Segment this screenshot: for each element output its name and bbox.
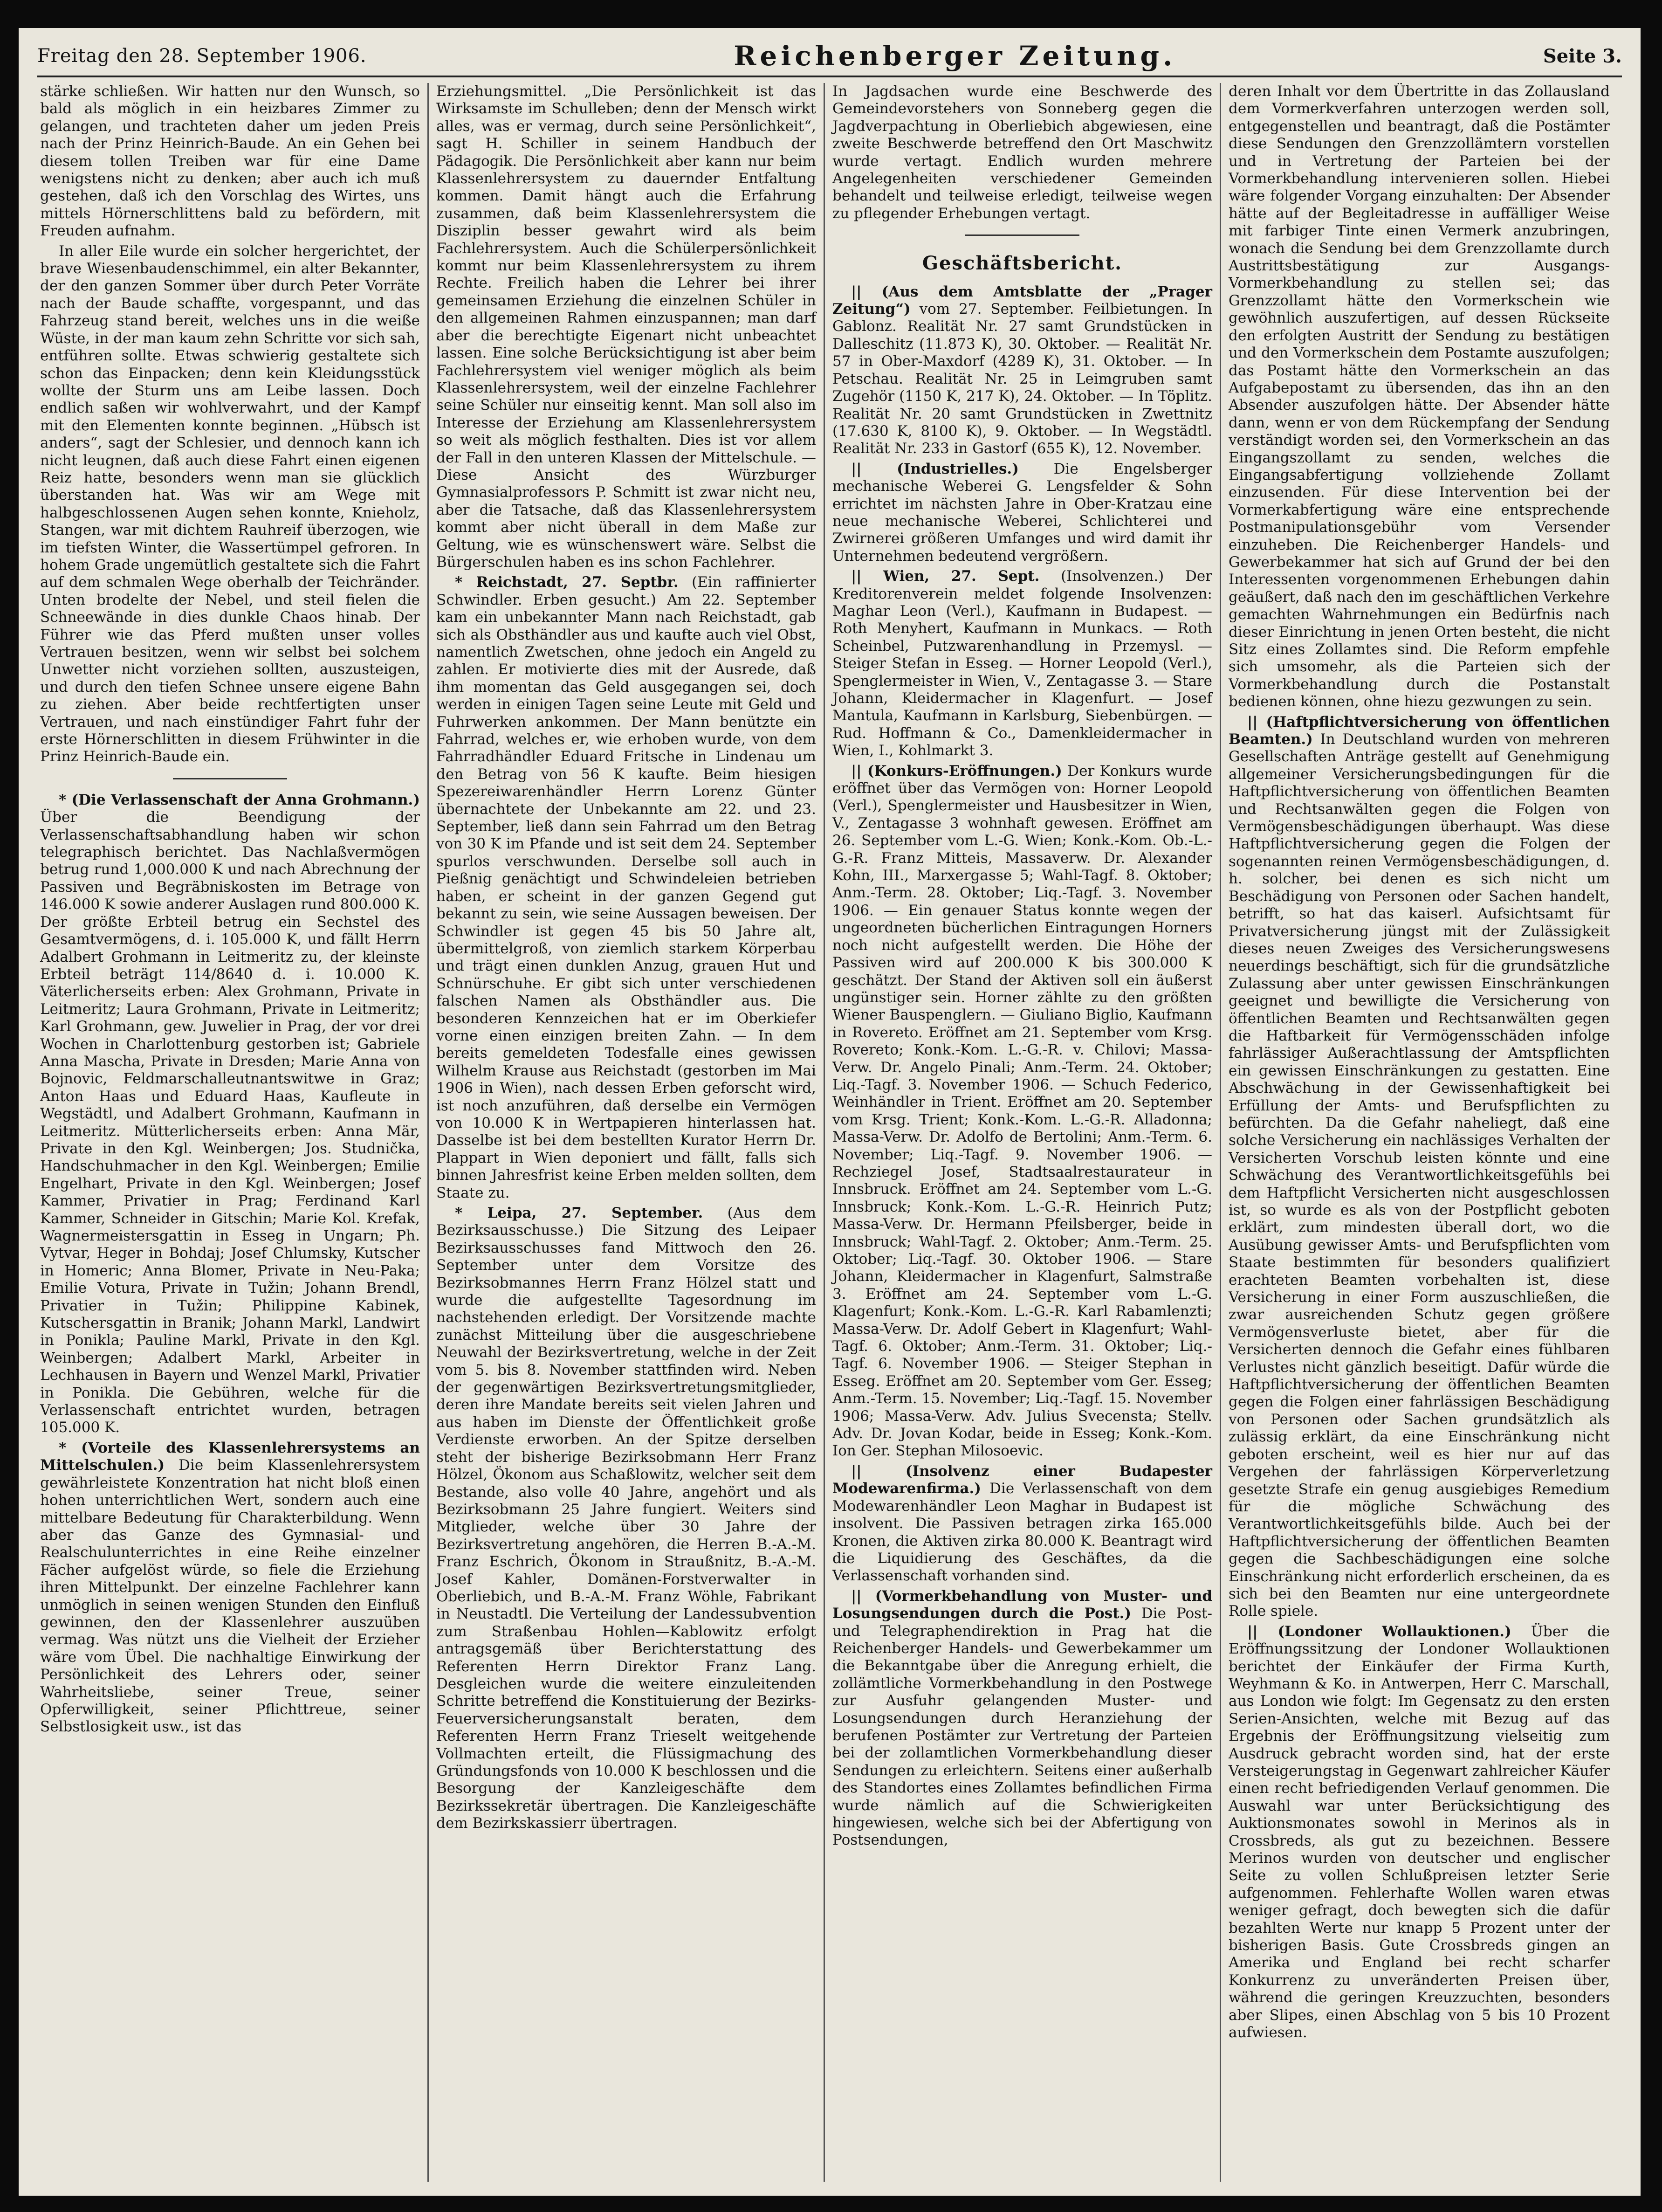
article-text: deren Inhalt vor dem Übertritte in das Zollausland dem Vormerkverfahren unterzogen werden soll, entgegenstellen und beantragt, daß die Postämter diese Sendungen den Grenzzollämtern vorstellen und in Vertretung der Parteien bei der Vormerkbehandlung intervenieren sollen. Hiebei wäre folgender Vorgang einzuhalten: Der Absender hätte auf der Begleitadresse in auffälliger Weise mit farbiger Tinte einen Vermerk anzubringen, wonach die Sendung bei dem Grenzzollamte durch Austrittsbestätigung zur Ausgangs-Vormerkbehandlung zu stellen sei; das Grenzzollamt hätte den Vormerkschein wie gewöhnlich auszufertigen, auf dessen Rückseite den erfolgten Austritt der Sendung zu bestätigen und den Vormerkschein dem Postamte auszufolgen; das Postamt hätte den Vormerkschein an das Aufgabepostamt zu übersenden, das ihn an den Absender auszufolgen hätte. Der Absender hätte dann, wenn er von dem Rückempfang der Sendung verständigt worden sei, den Vormerkschein an das Eingangszollamt zu senden, welches die Eingangsabfertigung vollziehende Zollamt einzusenden. Für diese Intervention bei der Vormerkabfertigung wäre eine entsprechende Postmanipulationsgebühr vom Versender einzuheben. Die Reichenberger Handels- und Gewerbekammer hat sich auf Grund der bei den Interessenten vorgenommenen Erhebungen dahin geäußert, daß nach den im geschäftlichen Verkehre gemachten Wahrnehmungen ein Bedürfnis nach dieser Einrichtung in jenen Orten besteht, die nicht Sitz eines Zollamtes sind. Die Reform empfehle sich umsomehr, als die Parteien sich der Vormerkbehandlung durch die Postanstalt bedienen können, ohne hiezu gezwungen zu sein.	[1229, 83, 1610, 710]
item-heading: || Wien, 27. Sept.	[851, 568, 1040, 585]
news-item	[436, 1205, 816, 1833]
issue-date: Freitag den 28. September 1906.	[37, 45, 367, 67]
item-body: In Deutschland wurden von mehreren Gesellschaften Anträge gestellt auf Genehmigung allgemeiner Versicherungsbedingungen für die Haftpflichtversicherung von öffentlichen Beamten und Rechtsanwälten gegen die Folgen von Vermögensbeschädigungen überhaupt. Was diese Haftpflichtversicherung gegen die Folgen der sogenannten reinen Vermögensbeschädigungen, d. h. solcher, bei denen es sich nicht um Beschädigung von Personen oder Sachen handelt, betrifft, so hat das kaiserl. Aufsichtsamt für Privatversicherung jüngst mit der Zulässigkeit dieses neuen Zweiges des Versicherungswesens neuerdings beschäftigt, sich für die grundsätzliche Zulassung aber unter gewissen Einschränkungen geeignet und bewilligte die Versicherung von öffentlichen Beamten und Rechtsanwälten gegen die Haftbarkeit für Vermögensschäden infolge fahrlässiger Außerachtlassung der Amtspflichten ein gewissen Einschränkungen zu gestatten. Eine Abschwächung in der Gewissenhaftigkeit bei Erfüllung der Amts- und Berufspflichten zu befürchten. Da die Gefahr naheliegt, daß eine solche Versicherung ein nachlässiges Verhalten der Versicherten Vorschub leisten könnte und eine Schwächung des Verantwortlichkeitsgefühls bei dem Haftpflicht Versicherten nicht ausgeschlossen ist, so wurde es als von der Postpflicht geboten erklärt, zum mindesten überall dort, wo die Ausübung gewisser Amts- und Berufspflichten vom Staate bestimmten für besonders qualifiziert erachteten Beamten vorbehalten ist, diese Versicherung in einer Form auszuschließen, die zwar ausreichenden Schutz gegen größere Vermögensverluste bietet, aber für die Versicherten dennoch die Gefahr eines fühlbaren Verlustes nicht gänzlich beseitigt. Dafür würde die Haftpflichtversicherung der öffentlichen Beamten gegen die Folgen einer fahrlässigen Beschädigung von Personen oder Sachen grundsätzlich als zulässig erklärt, da eine Einschränkung nicht geboten erscheint, weil es hier nur auf das Vergehen der fahrlässigen Körperverletzung gesetzte Strafe ein genug ausgiebiges Remedium für die mögliche Schwächung des Verantwortlichkeitsgefühls bilde. Auch bei der Haftpflichtversicherung der öffentlichen Beamten gegen die Sachbeschädigungen eine solche Einschränkung nicht erforderlich erscheinen, da es sich bei den Beamten nur eine untergeordnete Rolle spiele.	[1229, 731, 1610, 1620]
item-heading: || (Insolvenz einer Budapester Modewarenfirma.)	[832, 1462, 1212, 1497]
item-heading: || (Konkurs-Eröffnungen.)	[851, 762, 1062, 779]
news-item	[1229, 1623, 1610, 2042]
divider	[965, 234, 1079, 236]
newspaper-page	[19, 28, 1641, 2196]
news-item	[40, 792, 420, 1437]
divider	[173, 778, 287, 779]
article-columns	[33, 83, 1627, 2182]
item-heading: || (Vormerkbehandlung von Muster- und Losungsendungen durch die Post.)	[832, 1587, 1212, 1622]
item-body: Die Engelsberger mechanische Weberei G. Lengsfelder & Sohn errichtet im nächsten Jahre in Ober-Kratzau eine neue mechanische Weberei, Schlichterei und Zwirnerei größeren Umfanges und wird damit ihr Unternehmen bedeutend vergrößern.	[832, 460, 1212, 565]
item-body: (Insolvenzen.) Der Kreditorenverein meldet folgende Insolvenzen: Maghar Leon (Verl.), Kaufmann in Budapest. — Roth Menyhert, Kaufmann in Munkacs. — Roth Scheinbel, Putzwarenhandlung in Przemysl. — Steiger Stefan in Esseg. — Horner Leopold (Verl.), Spenglermeister in Wien, V., Zentagasse 3. — Stare Johann, Kleidermacher in Klagenfurt. — Josef Mantula, Kaufmann in Karlsburg, Siebenbürgen. — Rud. Hoffmann & Co., Damenkleidermacher in Wien, I., Kohlmarkt 3.	[832, 568, 1212, 759]
item-heading: * Leipa, 27. September.	[455, 1205, 703, 1221]
item-heading: || (Aus dem Amtsblatte der „Prager Zeitung“)	[832, 283, 1212, 318]
section-heading: Geschäftsbericht.	[922, 252, 1123, 275]
item-heading: * Reichstadt, 27. Septbr.	[455, 574, 679, 591]
item-body: Über die Eröffnungssitzung der Londoner Wollauktionen berichtet der Einkäufer der Firma Kurth, Weyhmann & Ko. in Antwerpen, Herr C. Marschall, aus London wie folgt: Im Gegensatz zu den ersten Serien-Ansichten, welche mit Bezug auf das Ergebnis der Eröffnungsitzung vielseitig zum Ausdruck gebracht worden sind, hat der erste Versteigerungstag in Gegenwart zahlreicher Käufer einen recht befriedigenden Verlauf genommen. Die Auswahl war unter Berücksichtigung des Auktionsmonates sowohl in Merinos als in Crossbreds, als gut zu bezeichnen. Bessere Merinos wurden von deutscher und englischer Seite zu vollen Schlußpreisen letzter Serie aufgenommen. Fehlerhafte Wollen waren etwas weniger gefragt, doch bewegten sich die dafür bezahlten Werte nur knapp 5 Prozent unter der bisherigen Basis. Gute Crossbreds gingen an Amerika und England bei recht scharfer Konkurrenz zu unveränderten Preisen über, während die geringen Kreuzzuchten, besonders aber Slipes, einen Abschlag von 5 bis 10 Prozent aufwiesen.	[1229, 1623, 1610, 2041]
news-item	[40, 1440, 420, 1736]
item-heading: || (Haftpflichtversicherung von öffentlichen Beamten.)	[1229, 713, 1610, 748]
column-2	[429, 83, 825, 2182]
news-item	[832, 1588, 1212, 1849]
news-item	[832, 763, 1212, 1460]
item-body: Die beim Klassenlehrersystem gewährleistete Konzentration hat nicht bloß einen hohen unterrichtlichen Wert, sondern auch eine mittelbare Bedeutung für Charakterbildung. Wenn aber das Ganze des Gymnasial- und Realschulunterrichtes in eine Reihe einzelner Fächer aufgelöst würde, so fiele die Erziehung ihren Mittelpunkt. Der einzelne Fachlehrer kann unmöglich in seinen wenigen Stunden den Einfluß gewinnen, den der Klassenlehrer auszuüben vermag. Was nützt uns die Vielheit der Erzieher wäre vom Übel. Die nachhaltige Einwirkung der Persönlichkeit des Lehrers oder, seiner Wahrheitsliebe, seiner Treue, seiner Opferwilligkeit, seiner Pflichttreue, seiner Selbstlosigkeit usw., ist das	[40, 1457, 420, 1736]
column-3	[825, 83, 1221, 2182]
news-item	[832, 283, 1212, 458]
item-body: Die Verlassenschaft von dem Modewarenhändler Leon Maghar in Budapest ist insolvent. Die Passiven betragen zirka 165.000 Kronen, die Aktiven zirka 80.000 K. Beantragt wird die Liquidierung des Geschäftes, da die Verlassenschaft vorhanden sind.	[832, 1480, 1212, 1585]
article-text: stärke schließen. Wir hatten nur den Wunsch, so bald als möglich in ein heizbares Zimmer zu gelangen, und trachteten daher um jeden Preis nach der Prinz Heinrich-Baude. An ein Gehen bei diesem tollen Treiben war für eine Dame wenigstens nicht zu denken; aber auch ich muß gestehen, daß ich den Vorschlag des Wirtes, uns mittels Hörnerschlittens bald zu befördern, mit Freuden aufnahm.	[40, 83, 420, 240]
column-4	[1221, 83, 1617, 2182]
page-number: Seite 3.	[1543, 45, 1622, 67]
news-item	[832, 461, 1212, 565]
article-text: In aller Eile wurde ein solcher hergerichtet, der brave Wiesenbaudenschimmel, ein alter Bekannter, der den ganzen Sommer über durch Peter Vorräte nach der Baude schaffte, vorgespannt, und das Fahrzeug stand bereit, welches uns in die weiße Wüste, in der man kaum zehn Schritte vor sich sah, entführen sollte. Etwas schwierig gestaltete sich schon das Einpacken; denn kein Kleidungsstück wollte der Sturm uns am Leibe lassen. Doch endlich saßen wir wohlverwahrt, und der Kampf mit den Elementen konnte beginnen. „Hübsch ist anders“, sagt der Schlesier, und dennoch kann ich nicht leugnen, daß auch diese Fahrt einen eigenen Reiz hatte, besonders wenn man sie glücklich überstanden hat. Was wir am Wege mit halbgeschlossenen Augen sehen konnte, Knieholz, Stangen, war mit dichtem Rauhreif überzogen, wie im tiefsten Winter, die Wassertümpel gefroren. In hohem Grade ungemütlich gestaltete sich die Fahrt auf dem schmalen Wege oberhalb der Teichränder. Unten brodelte der Nebel, und steil fielen die Schneewände in dies dunkle Chaos hinab. Der Führer wie das Pferd mußten unser volles Vertrauen besitzen, wenn wir selbst bei solchem Unwetter nicht vorziehen sollten, auszusteigen, und durch den tiefen Schnee unsere eigene Bahn zu ziehen. Aber beide rechtfertigten unser Vertrauen, und nach einstündiger Fahrt fuhr der erste Hörnerschlitten in diesem Frühwinter in die Prinz Heinrich-Baude ein.	[40, 242, 420, 765]
item-heading: * (Vorteile des Klassenlehrersystems an Mittelschulen.)	[40, 1439, 420, 1474]
news-item	[1229, 714, 1610, 1620]
article-text: Erziehungsmittel. „Die Persönlichkeit ist das Wirksamste im Schulleben; denn der Mensch wirkt alles, was er vermag, durch seine Persönlichkeit“, sagt H. Schiller in seinem Handbuch der Pädagogik. Die Persönlichkeit aber kann nur beim Klassenlehrersystem zu dauernder Entfaltung kommen. Damit hängt auch die Erfahrung zusammen, daß beim Klassenlehrersystem die Disziplin besser gewahrt wird als beim Fachlehrersystem. Auch die Schülerpersönlichkeit kommt nur beim Klassenlehrersystem zu ihrem Rechte. Freilich haben die Lehrer bei ihrer gemeinsamen Erziehung die einzelnen Schüler in den allgemeinen Rahmen einzuspannen; man darf aber die berechtigte Eigenart nicht unbeachtet lassen. Eine solche Berücksichtigung ist aber beim Fachlehrersystem viel weniger möglich als beim Klassenlehrersystem, weil der einzelne Fachlehrer seine Schüler nur einseitig kennt. Man soll also im Interesse der Erziehung am Klassenlehrersystem so weit als möglich festhalten. Dies ist vor allem der Fall in den unteren Klassen der Mittelschule. — Diese Ansicht des Würzburger Gymnasialprofessors P. Schmitt ist zwar nicht neu, aber die Tatsache, daß das Klassenlehrersystem kommt aber nicht überall in dem Maße zur Geltung, wie es wünschenswert wäre. Selbst die Bürgerschulen haben es ins schon Fachlehrer.	[436, 83, 816, 571]
item-body: (Ein raffinierter Schwindler. Erben gesucht.) Am 22. September kam ein unbekannter Mann nach Reichstadt, gab sich als Obsthändler aus und kaufte auch viel Obst, namentlich Zwetschen, ohne jedoch ein Angeld zu zahlen. Er motivierte dies mit der Ausrede, daß ihm momentan das Geld ausgegangen sei, doch werden in einigen Tagen seine Leute mit Geld und Fuhrwerken ankommen. Der Mann benützte ein Fahrrad, welches er, wie erhoben wurde, von dem Fahrradhändler Eduard Fritsche in Lindenau um den Betrag von 56 K kaufte. Beim hiesigen Spezereiwarenhändler Herrn Lorenz Günter übernachtete der Unbekannte am 22. und 23. September, ließ dann sein Fahrrad um den Betrag von 30 K im Pfande und ist seit dem 24. September spurlos verschwunden. Derselbe soll auch in Pießnig genächtigt und Schwindeleien betrieben haben, er scheint in der ganzen Gegend gut bekannt zu sein, wie seine Aussagen beweisen. Der Schwindler ist gegen 45 bis 50 Jahre alt, übermittelgroß, von ziemlich starkem Körperbau und trägt einen dunklen Anzug, grauen Hut und Schnürschuhe. Er gibt sich unter verschiedenen falschen Namen als Obsthändler aus. Die besonderen Kennzeichen hat er im Oberkiefer vorne einen einzigen breiten Zahn. — In dem bereits gemeldeten Todesfalle eines gewissen Wilhelm Krause aus Reichstadt (gestorben im Mai 1906 in Wien), nach dessen Erben geforscht wird, ist noch anzuführen, daß derselbe ein Vermögen von 10.000 K in Wertpapieren hinterlassen hat. Dasselbe ist bei dem bestellten Kurator Herrn Dr. Plappart in Wien deponiert und fällt, falls sich binnen Jahresfrist keine Erben melden sollten, dem Staate zu.	[436, 574, 817, 1201]
news-item	[832, 1463, 1212, 1585]
page-header	[37, 36, 1622, 77]
item-heading: || (Industrielles.)	[851, 460, 1019, 477]
item-heading: * (Die Verlassenschaft der Anna Grohmann.)	[59, 791, 420, 808]
item-body: Die Post- und Telegraphendirektion in Prag hat die Reichenberger Handels- und Gewerbekammer um die Bekanntgabe über die Anregung erhielt, die zollämtliche Vormerkbehandlung in den Postwege zur Ausfuhr gelangenden Muster- und Losungsendungen durch Heranziehung der berufenen Postämter zur Vertretung der Parteien bei der zollamtlichen Vormerkbehandlung dieser Sendungen zu erleichtern. Seitens einer außerhalb des Standortes eines Zollamtes befindlichen Firma wurde nämlich auf die Schwierigkeiten hingewiesen, welche sich bei der Abfertigung von Postsendungen,	[832, 1605, 1212, 1849]
item-body: Über die Beendigung der Verlassenschaftsabhandlung haben wir schon telegraphisch berichtet. Das Nachlaßvermögen betrug rund 1,000.000 K und nach Abrechnung der Passiven und Begräbniskosten im Betrage von 146.000 K sowie anderer Auslagen rund 800.000 K. Der größte Erbteil betrug ein Sechstel des Gesamtvermögens, d. i. 105.000 K, und fällt Herrn Adalbert Grohmann in Leitmeritz zu, der kleinste Erbteil beträgt 114/8640 d. i. 10.000 K. Väterlicherseits erben: Alex Grohmann, Private in Leitmeritz; Laura Grohmann, Private in Leitmeritz; Karl Grohmann, gew. Juwelier in Prag, der vor drei Wochen in Charlottenburg gestorben ist; Gabriele Anna Mascha, Private in Dresden; Marie Anna von Bojnovic, Feldmarschalleutnantswitwe in Graz; Anton Haas und Eduard Haas, Kaufleute in Wegstädtl, und Adalbert Grohmann, Kaufmann in Leitmeritz. Mütterlicherseits erben: Anna Mär, Private in den Kgl. Weinbergen; Jos. Studnička, Handschuhmacher in den Kgl. Weinbergen; Emilie Engelhart, Private in den Kgl. Weinbergen; Josef Kammer, Privatier in Prag; Ferdinand Karl Kammer, Schneider in Gitschin; Marie Kol. Krefak, Wagnermeistersgattin in Esseg in Ungarn; Ph. Vytvar, Heger in Bohdaj; Josef Chlumsky, Kutscher in Homeric; Anna Blomer, Private in Neu-Paka; Emilie Votura, Private in Tužin; Johann Brendl, Privatier in Tužin; Philippine Kabinek, Kutschersgattin in Branik; Johann Markl, Landwirt in Ponikla; Pauline Markl, Private in den Kgl. Weinbergen; Adalbert Markl, Arbeiter in Lechhausen in Bayern und Wenzel Markl, Privatier in Ponikla. Die Gebühren, welche für die Verlassenschaft entrichtet wurden, betragen 105.000 K.	[40, 809, 420, 1436]
newspaper-title: Reichenberger Zeitung.	[734, 40, 1176, 72]
column-1	[33, 83, 429, 2182]
item-body: vom 27. September. Feilbietungen. In Gablonz. Realität Nr. 27 samt Grundstücken in Dalleschitz (11.873 K), 30. Oktober. — Realität Nr. 57 in Ober-Maxdorf (4289 K), 31. Oktober. — In Petschau. Realität Nr. 25 in Leimgruben samt Zugehör (1150 K, 217 K), 24. Oktober. — In Töplitz. Realität Nr. 20 samt Grundstücken in Zwettnitz (17.630 K, 8100 K), 9. Oktober. — In Wegstädtl. Realität Nr. 233 in Gastorf (655 K), 12. November.	[832, 301, 1212, 457]
item-body: Der Konkurs wurde eröffnet über das Vermögen von: Horner Leopold (Verl.), Spenglermeister und Hausbesitzer in Wien, V., Zentagasse 3 wohnhaft gewesen. Eröffnet am 26. September vom L.-G. Wien; Konk.-Kom. Ob.-L.-G.-R. Franz Mitteis, Massaverw. Dr. Alexander Kohn, III., Marxergasse 5; Wahl-Tagf. 8. Oktober; Anm.-Term. 28. Oktober; Liq.-Tagf. 3. November 1906. — Ein genauer Status konnte wegen der ungeordneten bücherlichen Eintragungen Horners noch nicht aufgestellt werden. Die Höhe der Passiven wird auf 200.000 K bis 300.000 K geschätzt. Der Stand der Aktiven soll ein äußerst ungünstiger sein. Horner zählte zu den größten Wiener Bauspenglern. — Giuliano Biglio, Kaufmann in Rovereto. Eröffnet am 21. September vom Krsg. Rovereto; Konk.-Kom. L.-G.-R. v. Chilovi; Massa-Verw. Dr. Angelo Pinali; Anm.-Term. 24. Oktober; Liq.-Tagf. 3. November 1906. — Schuch Federico, Weinhändler in Trient. Eröffnet am 20. September vom Krsg. Trient; Konk.-Kom. L.-G.-R. Alladonna; Massa-Verw. Dr. Adolfo de Bertolini; Anm.-Term. 6. November; Liq.-Tagf. 9. November 1906. — Rechziegel Josef, Stadtsaalrestaurateur in Innsbruck. Eröffnet am 24. September vom L.-G. Innsbruck; Konk.-Kom. L.-G.-R. Heinrich Putz; Massa-Verw. Dr. Hermann Pfeilsberger, beide in Innsbruck; Wahl-Tagf. 2. Oktober; Anm.-Term. 25. Oktober; Liq.-Tagf. 30. Oktober 1906. — Stare Johann, Kleidermacher in Klagenfurt, Salmstraße 3. Eröffnet am 24. September vom L.-G. Klagenfurt; Konk.-Kom. L.-G.-R. Karl Rabamlenzti; Massa-Verw. Dr. Adolf Gebert in Klagenfurt; Wahl-Tagf. 6. Oktober; Anm.-Term. 31. Oktober; Liq.-Tagf. 6. November 1906. — Steiger Stephan in Esseg. Eröffnet am 20. September vom Ger. Esseg; Anm.-Term. 15. November; Liq.-Tagf. 15. November 1906; Massa-Verw. Adv. Julius Svecensta; Stellv. Adv. Dr. Jovan Kodar, beide in Esseg; Konk.-Kom. Ion Ger. Stephan Milosoevic.	[832, 762, 1212, 1460]
news-item	[436, 574, 816, 1202]
item-body: (Aus dem Bezirksausschusse.) Die Sitzung des Leipaer Bezirksausschusses fand Mittwoch den 26. September unter dem Vorsitze des Bezirksobmannes Herrn Franz Hölzel statt und wurde die aufgestellte Tagesordnung im nachstehenden erledigt. Der Vorsitzende machte zunächst Mitteilung über die ausgeschriebene Neuwahl der Bezirksvertretung, welche in der Zeit vom 5. bis 8. November stattfinden wird. Neben der gegenwärtigen Bezirksvertretungsmitglieder, deren ihre Mandate bereits seit vielen Jahren und aus haben im Dienste der Öffentlichkeit große Verdienste erworben. An der Spitze derselben steht der bisherige Bezirksobmann Herr Franz Hölzel, Ökonom aus Schaßlowitz, welcher seit dem Bestande, also volle 40 Jahre, angehört und als Bezirksobmann 25 Jahre fungiert. Weiters sind Mitglieder, welche über 30 Jahre der Bezirksvertretung angehören, die Herren B.-A.-M. Franz Eschrich, Ökonom in Straußnitz, B.-A.-M. Josef Kahler, Domänen-Forstverwalter in Oberliebich, und B.-A.-M. Franz Wöhle, Fabrikant in Neustadtl. Die Verteilung der Landessubvention zum Straßenbau Hohlen—Kablowitz erfolgt antragsgemäß über Berichterstattung des Referenten Herrn Direktor Franz Lang. Desgleichen wurde die weitere einzuleitenden Schritte betreffend die Konstituierung der Bezirks-Feuerversicherungsanstalt beraten, dem Referenten Herrn Franz Trieselt weitgehende Vollmachten erteilt, die Flüssigmachung des Gründungsfonds von 10.000 K beschlossen und die Besorgung der Kanzleigeschäfte dem Bezirkssekretär übertragen. Die Kanzleigeschäfte dem Bezirkskassierr übertragen.	[436, 1205, 816, 1832]
item-heading: || (Londoner Wollauktionen.)	[1247, 1623, 1511, 1640]
news-item	[832, 568, 1212, 759]
article-text: In Jagdsachen wurde eine Beschwerde des Gemeindevorstehers von Sonneberg gegen die Jagdverpachtung in Oberliebich abgewiesen, eine zweite Beschwerde betreffend den Ort Maschwitz wurde vertagt. Endlich wurden mehrere Angelegenheiten verschiedener Gemeinden behandelt und teilweise erledigt, teilweise wegen zu pflegender Erhebungen vertagt.	[832, 83, 1212, 222]
